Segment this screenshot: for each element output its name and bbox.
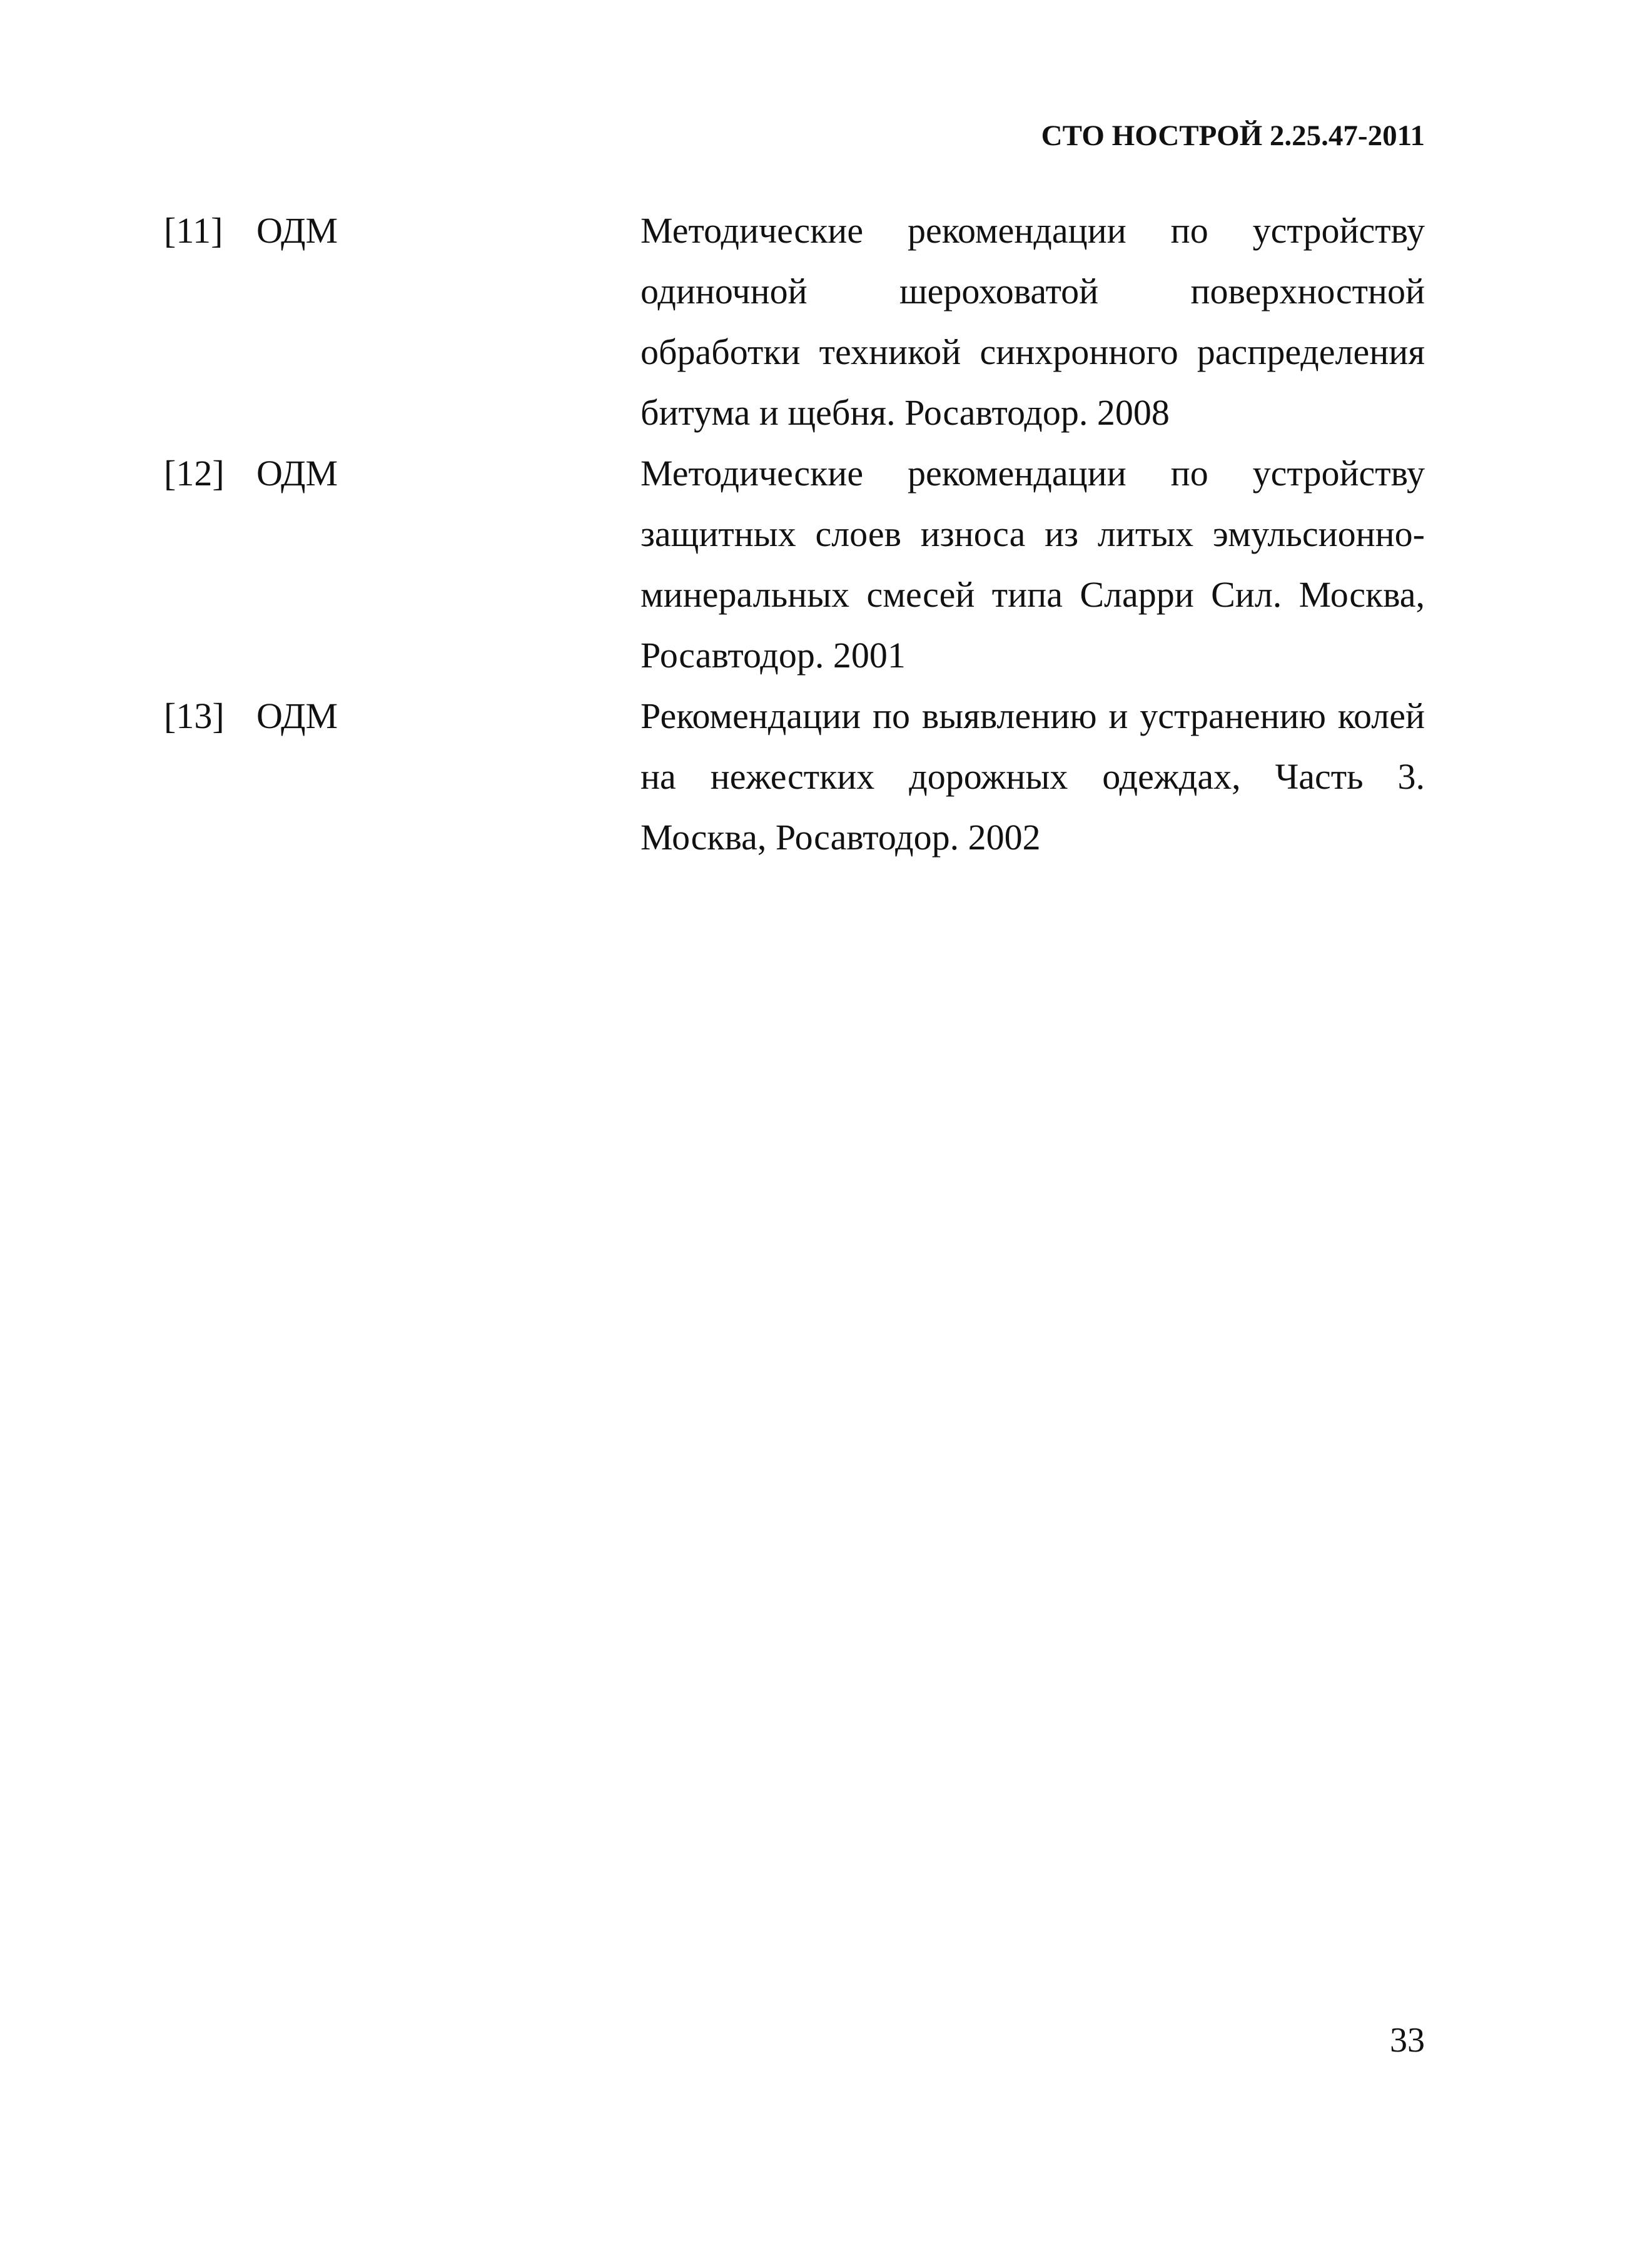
page-number: 33 <box>1390 2021 1425 2060</box>
document-code-header: СТО НОСТРОЙ 2.25.47-2011 <box>1041 119 1425 152</box>
reference-item <box>164 200 1425 443</box>
reference-number: [12] <box>164 453 225 494</box>
reference-number: [11] <box>164 210 223 251</box>
reference-type: ОДМ <box>256 696 338 736</box>
reference-list <box>164 200 1425 868</box>
reference-number: [13] <box>164 696 225 736</box>
reference-type: ОДМ <box>256 453 338 494</box>
reference-description: Рекомендации по выявлению и устранению колей на нежестких дорожных одеждах, Часть 3. Москва, Росавтодор. 2002 <box>640 696 1425 858</box>
reference-description: Методические рекомендации по устройству защитных слоев износа из литых эмульсионно-минеральных смесей типа Сларри Сил. Москва, Росавтодор. 2001 <box>640 453 1425 676</box>
reference-item <box>164 686 1425 868</box>
reference-item <box>164 443 1425 686</box>
reference-type: ОДМ <box>256 210 338 251</box>
reference-description: Методические рекомендации по устройству одиночной шероховатой поверхностной обработки техникой синхронного распределения битума и щебня. Росавтодор. 2008 <box>640 210 1425 433</box>
